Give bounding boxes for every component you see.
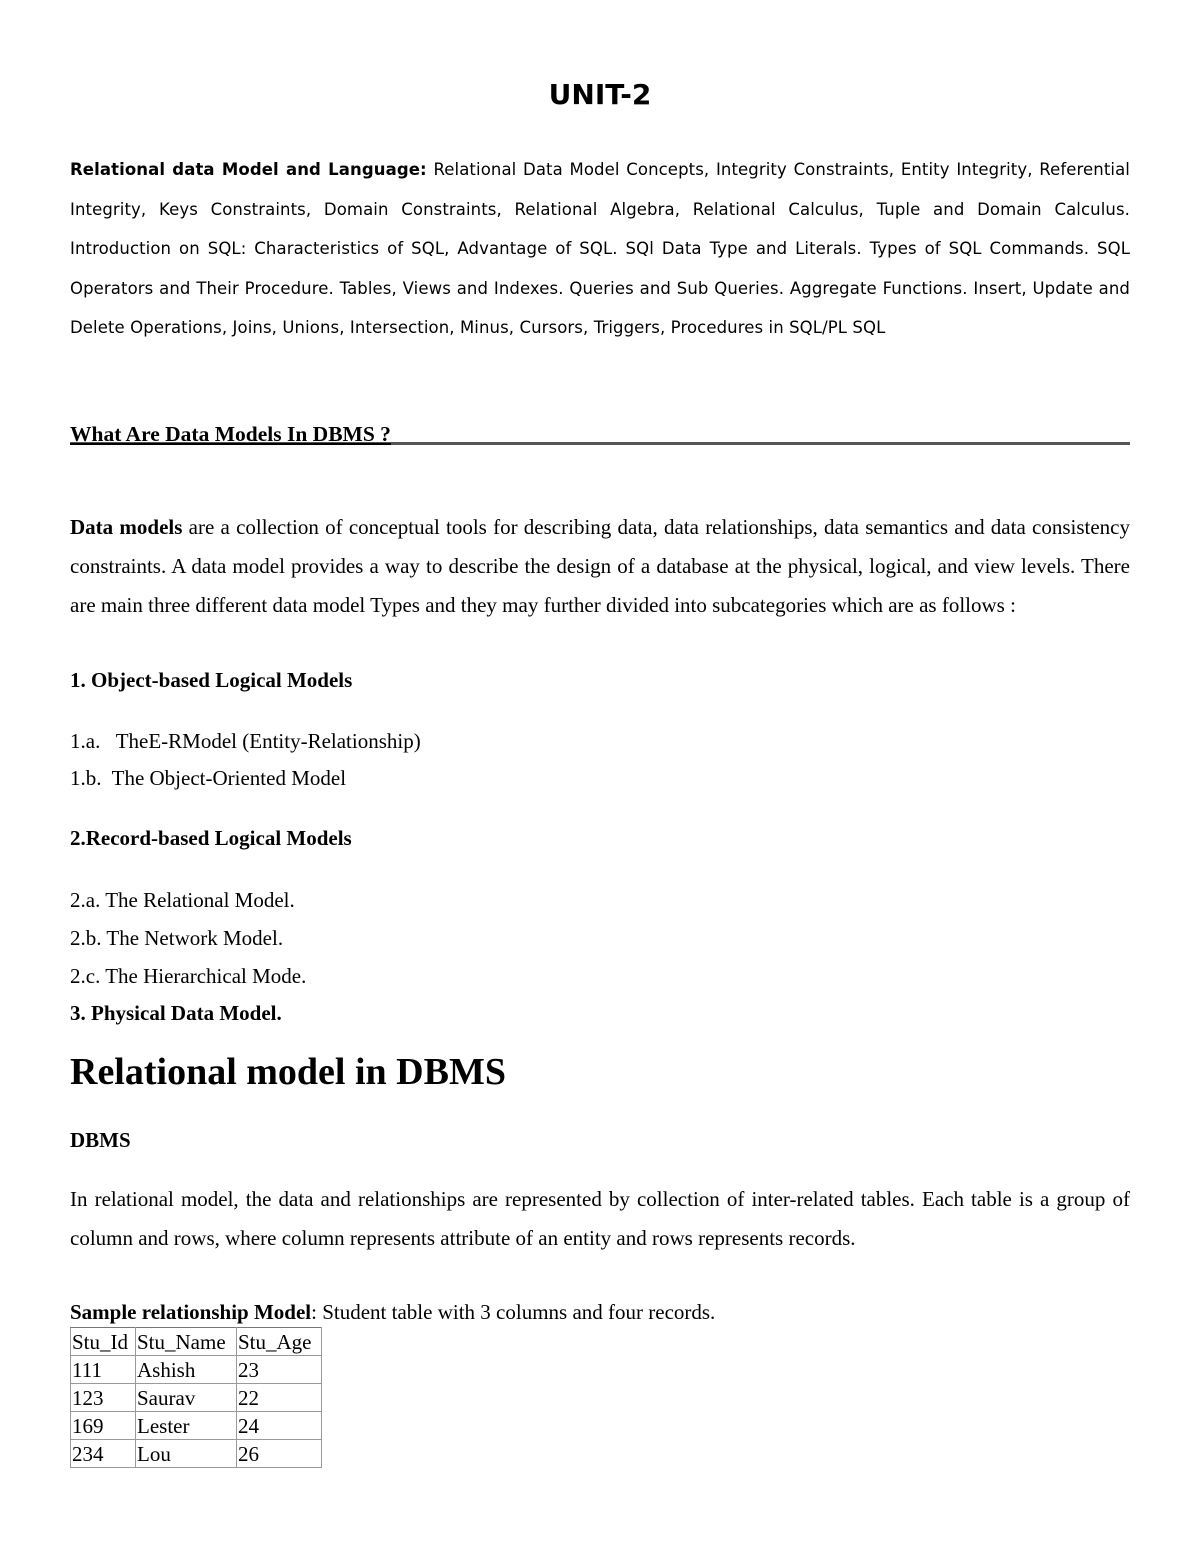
dbms-label: DBMS bbox=[70, 1128, 131, 1152]
table-cell: 24 bbox=[237, 1412, 322, 1440]
relational-paragraph: In relational model, the data and relationships are represented by collection of inter-related tables. Each table is a group of column and rows, where column represents attribute of an entity and rows represents records. bbox=[70, 1187, 1130, 1250]
record-models-heading: 2.Record-based Logical Models bbox=[70, 826, 352, 850]
data-models-paragraph bbox=[70, 508, 1130, 624]
object-model-item-b: 1.b. The Object-Oriented Model bbox=[70, 766, 347, 790]
syllabus-paragraph bbox=[70, 150, 1130, 348]
table-header-cell: Stu_Age bbox=[237, 1328, 322, 1356]
table-cell: 111 bbox=[71, 1356, 136, 1384]
data-models-text: are a collection of conceptual tools for describing data, data relationships, data semantics and data consistency constraints. A data model provides a way to describe the design of a database at the physical, logical, and view levels. There are main three different data model Types and they may further divided into subcategories which are as follows : bbox=[70, 515, 1130, 617]
sample-lead: Sample relationship Model bbox=[70, 1300, 312, 1324]
table-header-cell: Stu_Id bbox=[71, 1328, 136, 1356]
record-model-item-a: 2.a. The Relational Model. bbox=[70, 888, 295, 912]
object-models-heading: 1. Object-based Logical Models bbox=[70, 668, 353, 692]
syllabus-lead: Relational data Model and Language: bbox=[70, 160, 427, 179]
table-cell: Ashish bbox=[136, 1356, 237, 1384]
record-model-item-b: 2.b. The Network Model. bbox=[70, 926, 284, 950]
table-cell: 123 bbox=[71, 1384, 136, 1412]
table-header-cell: Stu_Name bbox=[136, 1328, 237, 1356]
relational-model-heading: Relational model in DBMS bbox=[70, 1051, 506, 1093]
table-header-row bbox=[71, 1328, 322, 1356]
table-row bbox=[71, 1440, 322, 1468]
table-cell: Saurav bbox=[136, 1384, 237, 1412]
student-table bbox=[70, 1327, 322, 1468]
sample-line bbox=[70, 1300, 715, 1325]
table-cell: 234 bbox=[71, 1440, 136, 1468]
table-cell: 23 bbox=[237, 1356, 322, 1384]
table-cell: 169 bbox=[71, 1412, 136, 1440]
table-cell: 22 bbox=[237, 1384, 322, 1412]
object-model-item-a: 1.a. TheE-RModel (Entity-Relationship) bbox=[70, 729, 421, 753]
table-row bbox=[71, 1412, 322, 1440]
table-cell: Lester bbox=[136, 1412, 237, 1440]
table-cell: Lou bbox=[136, 1440, 237, 1468]
section-heading bbox=[70, 420, 1130, 445]
table-cell: 26 bbox=[237, 1440, 322, 1468]
syllabus-text: Relational Data Model Concepts, Integrity Constraints, Entity Integrity, Referential Integrity, Keys Constraints, Domain Constraints, Relational Algebra, Relational Calculus, Tuple and Domain Calculus. Introduction on SQL: Characteristics of SQL, Advantage of SQL. SQl Data Type and Literals. Types of SQL Commands. SQL Operators and Their Procedure. Tables, Views and Indexes. Queries and Sub Queries. Aggregate Functions. Insert, Update and Delete Operations, Joins, Unions, Intersection, Minus, Cursors, Triggers, Procedures in SQL/PL SQL bbox=[70, 160, 1130, 337]
physical-model-heading: 3. Physical Data Model. bbox=[70, 1001, 282, 1025]
table-row bbox=[71, 1356, 322, 1384]
sample-text: : Student table with 3 columns and four records. bbox=[311, 1300, 716, 1324]
data-models-lead: Data models bbox=[70, 515, 183, 539]
section-heading-text: What Are Data Models In DBMS ? bbox=[70, 422, 391, 446]
table-row bbox=[71, 1384, 322, 1412]
record-model-item-c: 2.c. The Hierarchical Mode. bbox=[70, 964, 307, 988]
page-title: UNIT-2 bbox=[548, 78, 652, 111]
